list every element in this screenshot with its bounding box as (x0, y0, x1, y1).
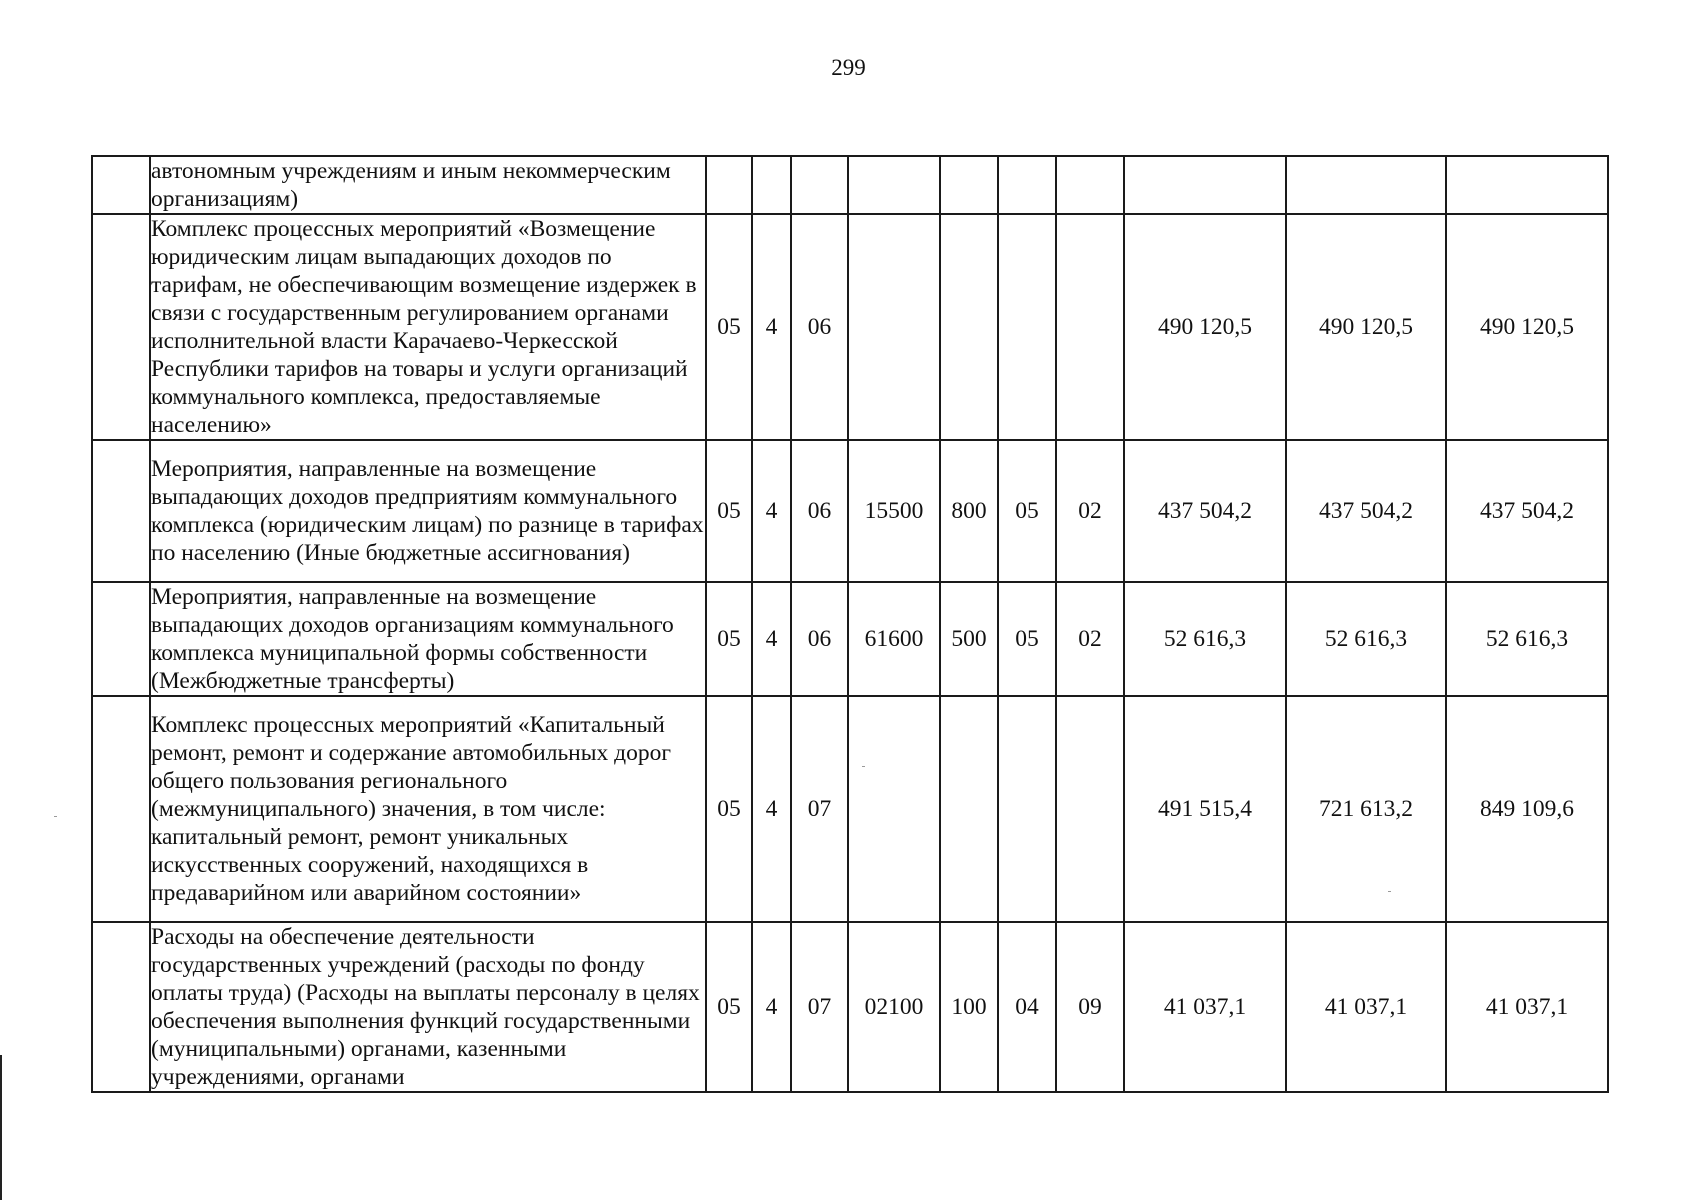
budget-table (91, 155, 1609, 1093)
code-cell: 15500 (848, 440, 940, 582)
code-cell: 06 (791, 582, 848, 696)
sum-cell: 52 616,3 (1446, 582, 1608, 696)
sum-cell: 490 120,5 (1446, 214, 1608, 440)
scan-speck (54, 816, 57, 817)
scan-speck (1388, 891, 1391, 892)
code-cell (848, 214, 940, 440)
code-cell: 61600 (848, 582, 940, 696)
code-cell: 07 (791, 696, 848, 922)
sum-cell: 52 616,3 (1124, 582, 1286, 696)
code-cell (752, 156, 791, 214)
code-cell (1056, 696, 1124, 922)
code-cell: 05 (998, 582, 1056, 696)
table-row (92, 156, 1608, 214)
code-cell (706, 156, 752, 214)
code-cell: 07 (791, 922, 848, 1092)
code-cell (940, 214, 998, 440)
description-cell: Мероприятия, направленные на возмещение выпадающих доходов организациям коммунального комплекса муниципальной формы собственности (Межбюджетные трансферты) (150, 582, 706, 696)
table-row (92, 696, 1608, 922)
description-cell: Комплекс процессных мероприятий «Возмещение юридическим лицам выпадающих доходов по тарифам, не обеспечивающим возмещение издержек в связи с государственным регулированием органами исполнительной власти Карачаево-Черкесской Республики тарифов на товары и услуги организаций коммунального комплекса, предоставляемые населению» (150, 214, 706, 440)
sum-cell: 41 037,1 (1286, 922, 1446, 1092)
code-cell: 4 (752, 440, 791, 582)
code-cell: 100 (940, 922, 998, 1092)
sum-cell (1446, 156, 1608, 214)
code-cell (791, 156, 848, 214)
code-cell (848, 156, 940, 214)
code-cell: 02100 (848, 922, 940, 1092)
sum-cell (1286, 156, 1446, 214)
row-number-cell (92, 582, 150, 696)
sum-cell: 41 037,1 (1124, 922, 1286, 1092)
code-cell: 05 (706, 440, 752, 582)
row-number-cell (92, 922, 150, 1092)
code-cell: 05 (706, 922, 752, 1092)
code-cell: 05 (706, 214, 752, 440)
code-cell: 09 (1056, 922, 1124, 1092)
row-number-cell (92, 156, 150, 214)
scan-speck (862, 766, 865, 767)
code-cell: 4 (752, 582, 791, 696)
sum-cell: 849 109,6 (1446, 696, 1608, 922)
code-cell (998, 696, 1056, 922)
sum-cell: 721 613,2 (1286, 696, 1446, 922)
sum-cell: 490 120,5 (1286, 214, 1446, 440)
code-cell: 04 (998, 922, 1056, 1092)
code-cell: 4 (752, 922, 791, 1092)
code-cell (940, 696, 998, 922)
code-cell: 06 (791, 214, 848, 440)
sum-cell: 437 504,2 (1286, 440, 1446, 582)
table-row (92, 440, 1608, 582)
row-number-cell (92, 696, 150, 922)
code-cell: 05 (706, 582, 752, 696)
code-cell (998, 214, 1056, 440)
description-cell: Мероприятия, направленные на возмещение выпадающих доходов предприятиям коммунального комплекса (юридическим лицам) по разнице в тарифах по населению (Иные бюджетные ассигнования) (150, 440, 706, 582)
sum-cell: 491 515,4 (1124, 696, 1286, 922)
sum-cell: 437 504,2 (1446, 440, 1608, 582)
table-row (92, 922, 1608, 1092)
row-number-cell (92, 440, 150, 582)
description-cell: Комплекс процессных мероприятий «Капитальный ремонт, ремонт и содержание автомобильных дорог общего пользования регионального (межмуниципального) значения, в том числе: капитальный ремонт, ремонт уникальных искусственных сооружений, находящихся в предаварийном или аварийном состоянии» (150, 696, 706, 922)
code-cell: 05 (706, 696, 752, 922)
sum-cell: 52 616,3 (1286, 582, 1446, 696)
code-cell: 02 (1056, 440, 1124, 582)
table-row (92, 582, 1608, 696)
sum-cell: 41 037,1 (1446, 922, 1608, 1092)
description-cell: Расходы на обеспечение деятельности государственных учреждений (расходы по фонду оплаты труда) (Расходы на выплаты персоналу в целях обеспечения выполнения функций государственными (муниципальными) органами, казенными учреждениями, органами (150, 922, 706, 1092)
code-cell (848, 696, 940, 922)
code-cell: 06 (791, 440, 848, 582)
code-cell: 05 (998, 440, 1056, 582)
code-cell (940, 156, 998, 214)
code-cell (1056, 214, 1124, 440)
sum-cell: 437 504,2 (1124, 440, 1286, 582)
code-cell: 500 (940, 582, 998, 696)
code-cell: 4 (752, 214, 791, 440)
code-cell: 02 (1056, 582, 1124, 696)
code-cell: 800 (940, 440, 998, 582)
code-cell: 4 (752, 696, 791, 922)
sum-cell (1124, 156, 1286, 214)
table-row (92, 214, 1608, 440)
code-cell (998, 156, 1056, 214)
code-cell (1056, 156, 1124, 214)
scan-edge-line (0, 1055, 2, 1200)
sum-cell: 490 120,5 (1124, 214, 1286, 440)
description-cell: автономным учреждениям и иным некоммерческим организациям) (150, 156, 706, 214)
row-number-cell (92, 214, 150, 440)
page-number: 299 (831, 55, 866, 80)
